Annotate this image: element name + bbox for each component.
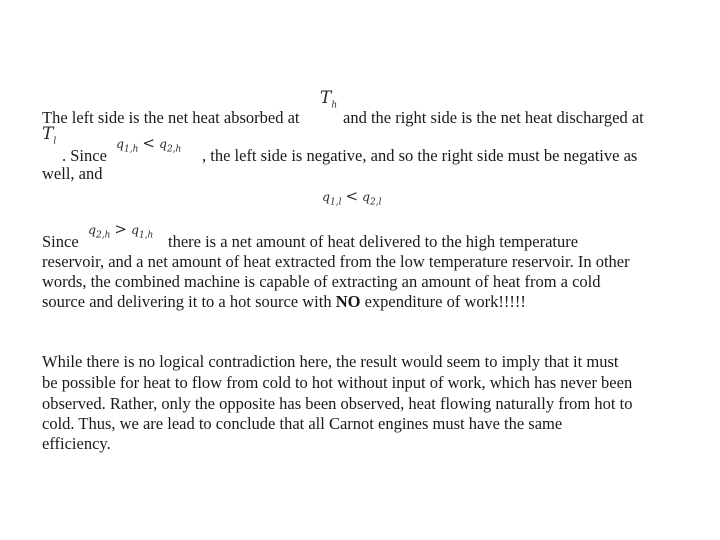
p2-line3: words, the combined machine is capable of extracting an amount of heat from a cold bbox=[42, 272, 601, 291]
p2-line4-pre: source and delivering it to a hot source with bbox=[42, 292, 332, 311]
ineq2-lhs-sub: 1,l bbox=[330, 197, 342, 208]
ineq3-operator: > bbox=[114, 220, 127, 238]
p3-line5: efficiency. bbox=[42, 434, 111, 453]
ineq1-rhs: q bbox=[158, 136, 167, 151]
p1-line4: well, and bbox=[42, 164, 103, 183]
ineq1-lhs: q bbox=[116, 136, 125, 151]
p2-line1-pre: Since bbox=[42, 232, 79, 251]
ineq2-rhs-sub: 2,l bbox=[370, 197, 382, 208]
ineq3-lhs: q bbox=[88, 222, 97, 237]
p1-line3-pre: . Since bbox=[62, 146, 107, 165]
p3-line2: be possible for heat to flow from cold to hot without input of work, which has never been bbox=[42, 373, 633, 392]
ineq2-lhs: q bbox=[322, 189, 331, 204]
ineq2-rhs: q bbox=[362, 189, 371, 204]
math-T-l-sub: l bbox=[53, 136, 57, 147]
p2-line4 bbox=[42, 292, 526, 312]
math-T-l-symbol: T bbox=[42, 124, 54, 144]
p1-line1-pre: The left side is the net heat absorbed at bbox=[42, 108, 300, 127]
p1-line1 bbox=[42, 108, 644, 128]
ineq1-lhs-sub: 1,h bbox=[124, 144, 139, 155]
math-T-h bbox=[320, 88, 337, 110]
math-T-l bbox=[42, 124, 56, 146]
p1-line1-post: and the right side is the net heat discharged at bbox=[343, 108, 644, 127]
p2-line1-post: there is a net amount of heat delivered to the high temperature bbox=[168, 232, 579, 251]
p2-line4-post: expenditure of work!!!!! bbox=[364, 292, 526, 311]
math-T-h-sub: h bbox=[331, 100, 338, 111]
math-ineq-q1l-lt-q2l bbox=[322, 187, 382, 208]
ineq2-operator: < bbox=[345, 187, 359, 205]
ineq1-rhs-sub: 2,h bbox=[166, 144, 182, 155]
p3-line3: observed. Rather, only the opposite has been observed, heat flowing naturally from hot to bbox=[42, 394, 633, 413]
math-T-h-symbol: T bbox=[320, 88, 332, 108]
p2-line4-emphasis: NO bbox=[335, 292, 361, 311]
ineq3-rhs: q bbox=[130, 222, 139, 237]
p2-line2: reservoir, and a net amount of heat extracted from the low temperature reservoir. In other bbox=[42, 252, 630, 271]
p1-line3-post: , the left side is negative, and so the right side must be negative as bbox=[202, 146, 638, 165]
p3-line1: While there is no logical contradiction here, the result would seem to imply that it must bbox=[42, 352, 619, 371]
ineq3-rhs-sub: 1,h bbox=[138, 230, 154, 241]
ineq1-operator: < bbox=[142, 134, 155, 152]
ineq3-lhs-sub: 2,h bbox=[96, 230, 111, 241]
math-ineq-q1h-lt-q2h bbox=[116, 134, 181, 155]
p3-line4: cold. Thus, we are lead to conclude that all Carnot engines must have the same bbox=[42, 414, 563, 433]
math-ineq-q2h-gt-q1h bbox=[88, 220, 153, 241]
